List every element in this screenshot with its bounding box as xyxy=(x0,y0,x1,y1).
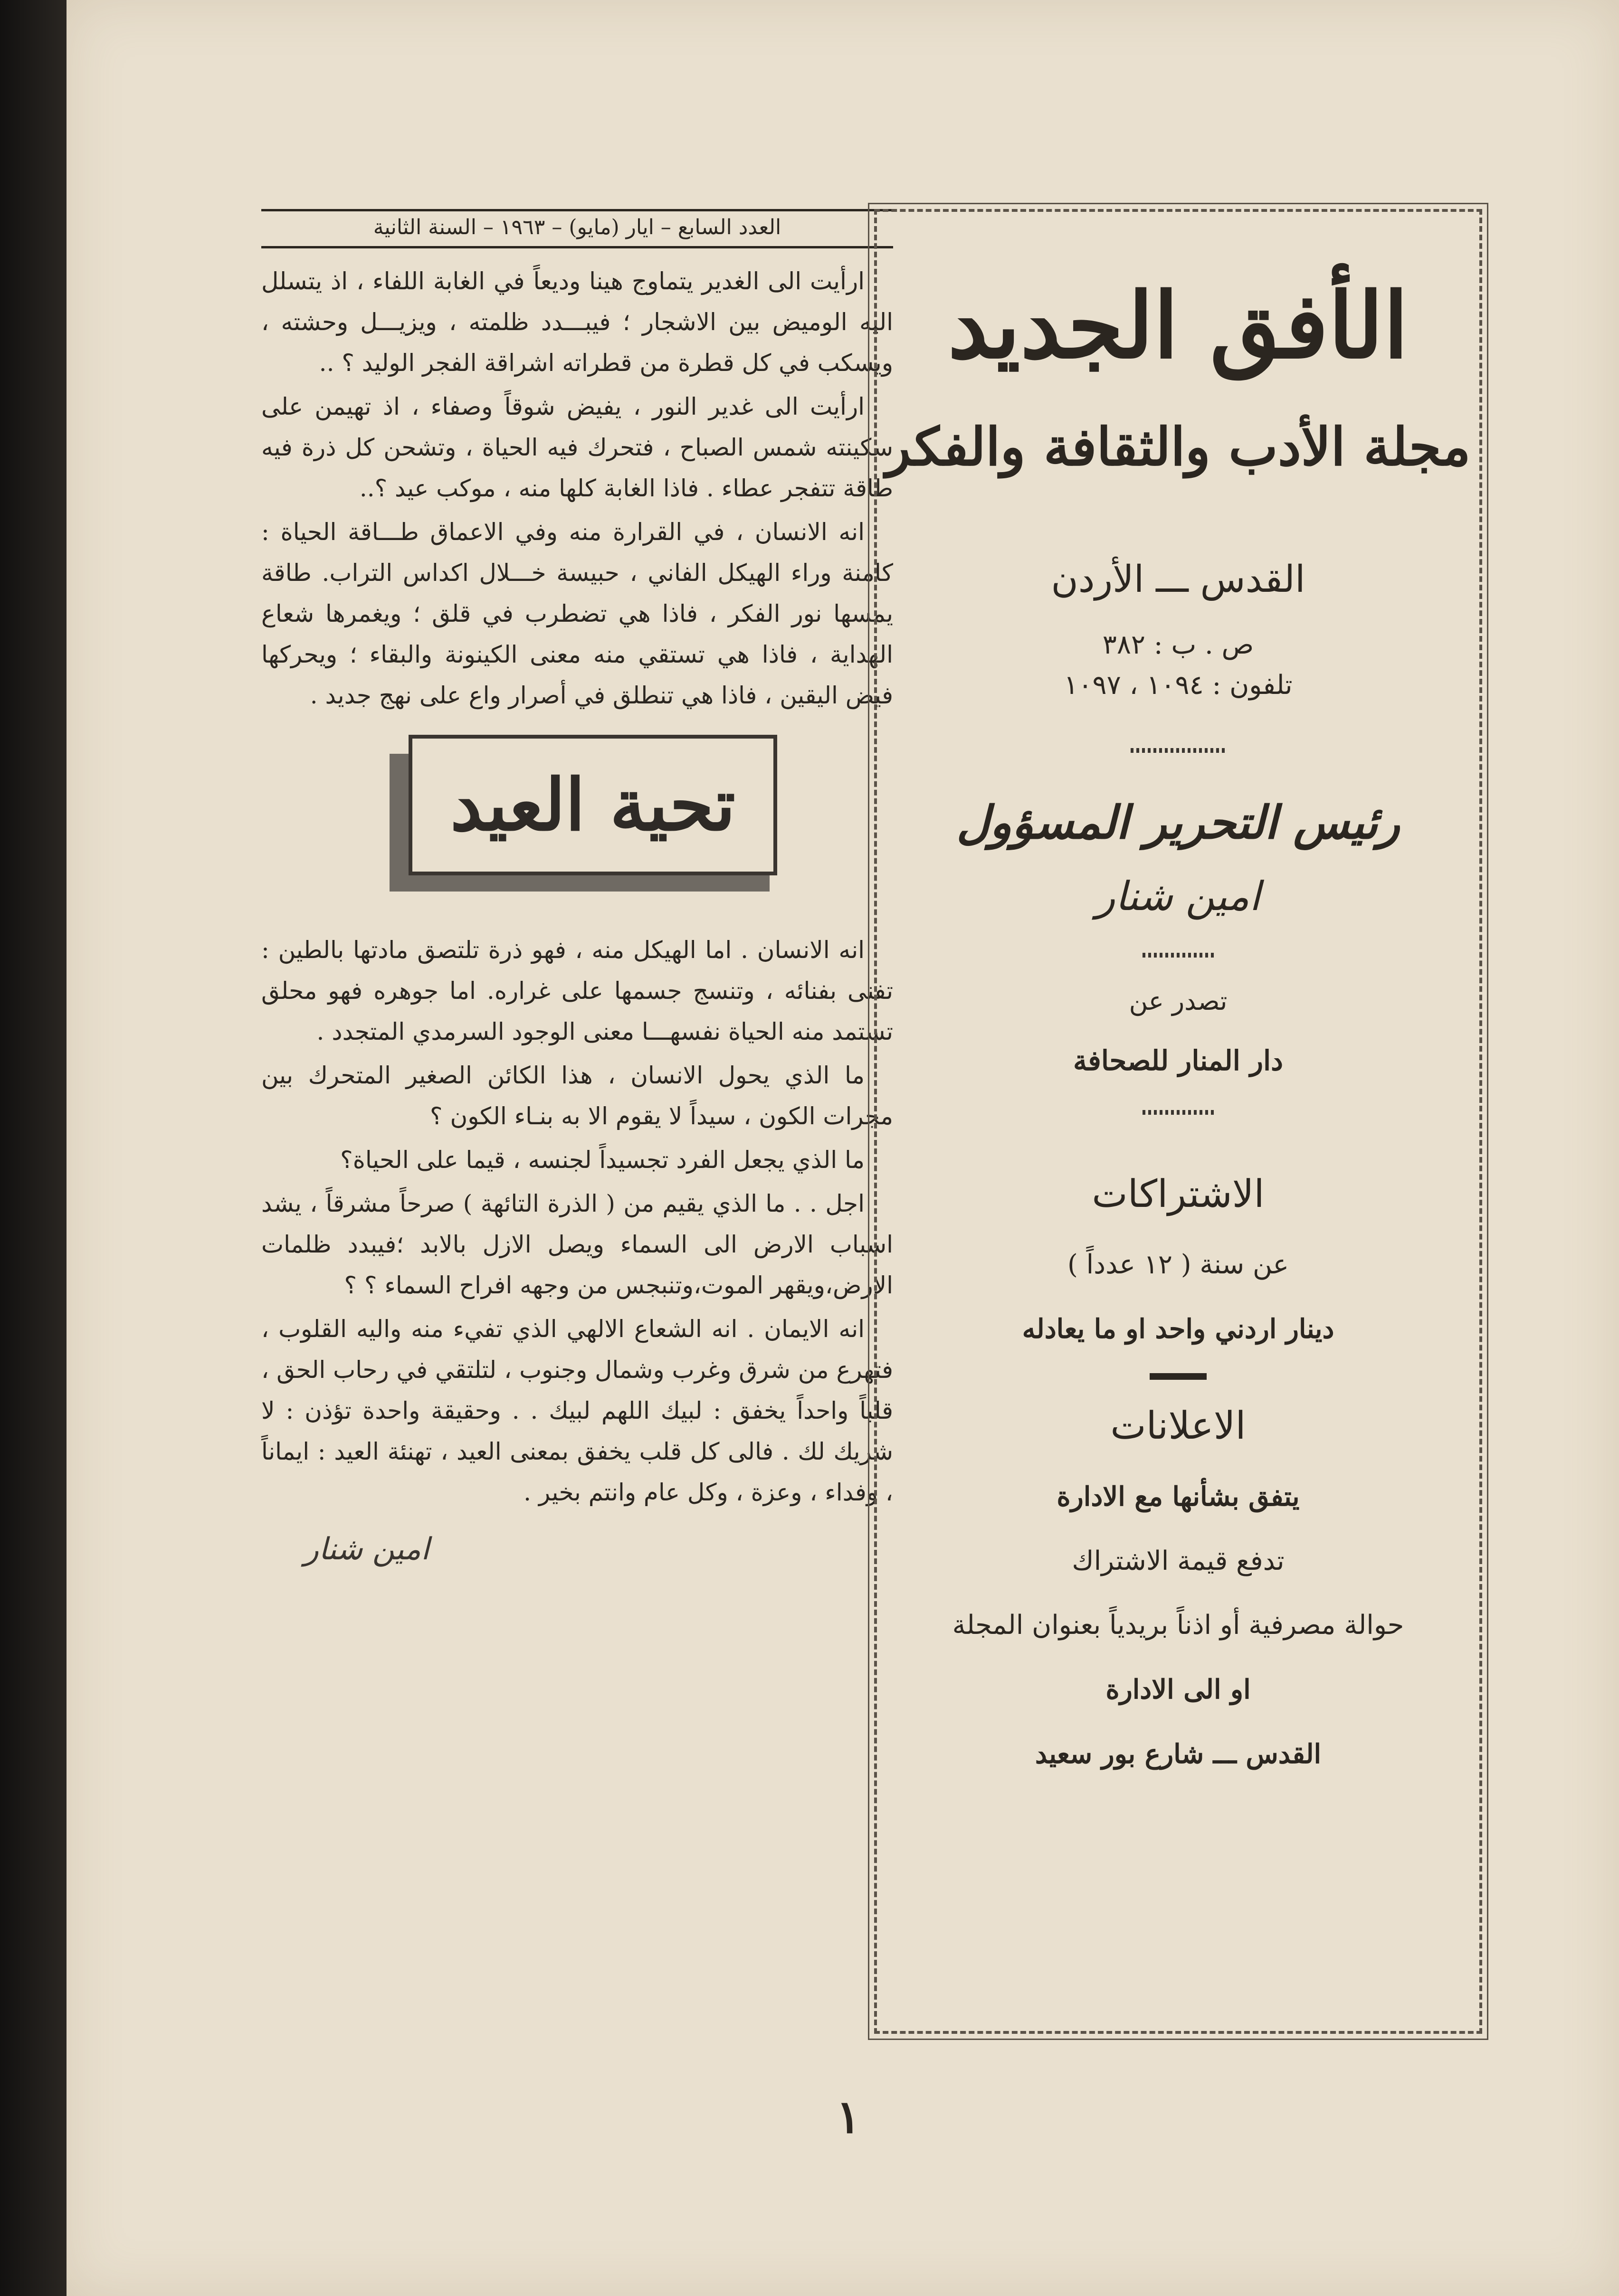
address: القدس ـــ شارع بور سعيد xyxy=(1035,1738,1322,1770)
payment-or: او الى الادارة xyxy=(1105,1674,1251,1705)
publisher-name: دار المنار للصحافة xyxy=(1073,1044,1283,1077)
magazine-subtitle: مجلة الأدب والثقافة والفكر xyxy=(886,416,1471,477)
article-paragraph: انه الانسان ، في القرارة منه وفي الاعماق طـــاقة الحياة : كامنة وراء الهيكل الفاني ، حبيسة خـــلال اكداس التراب. طاقة يمسها نور الفكر ، فاذا هي تضطرب في قلق ؛ ويغمرها شعاع الهداية ، فاذا هي تستقي منه معنى الكينونة والبقاء ؛ ويحركها فيض اليقين ، فاذا هي تنطلق في أصرار واع على نهج جديد . xyxy=(261,518,894,709)
ads-title: الاعلانات xyxy=(1110,1404,1246,1448)
page-edge xyxy=(0,0,67,2296)
article-paragraph: ارأيت الى الغدير يتماوج هينا وديعاً في الغابة اللفاء ، اذ يتسلل اليه الوميض بين الاشجار ؛ فيبـــدد ظلمته ، ويزيـــل وحشته ، ويسكب في كل قطرة من قطراته اشراقة الفجر الوليد ؟ .. xyxy=(261,267,893,377)
editorial-article xyxy=(261,209,893,1567)
article-paragraph: ما الذي يجعل الفرد تجسيداً لجنسه ، قيما على الحياة؟ xyxy=(340,1146,865,1174)
article-paragraph: انه الايمان . انه الشعاع الالهي الذي تفيء منه واليه القلوب ، فتهرع من شرق وغرب وشمال وجنوب ، لتلتقي في رحاب الحق ، قلباً واحداً يخفق : لبيك اللهم لبيك . . وحقيقة واحدة تؤذن : لا شريك لك . فالى كل قلب يخفق بمعنى العيد ، تهنئة العيد : ايماناً ، وفداء ، وعزة ، وكل عام وانتم بخير . xyxy=(261,1315,893,1506)
ornament-divider xyxy=(1143,953,1214,958)
article-paragraph: ما الذي يحول الانسان ، هذا الكائن الصغير المتحرك بين مجرات الكون ، سيداً لا يقوم الا به بنـاء الكون ؟ xyxy=(261,1062,893,1130)
editor-name: امين شنار xyxy=(1095,873,1261,920)
subscription-period: عن سنة ( ١٢ عدداً ) xyxy=(1067,1249,1289,1280)
issue-line: العدد السابع – ايار (مايو) – ١٩٦٣ – السنة الثانية xyxy=(261,209,893,248)
holiday-greeting-stamp xyxy=(261,725,893,915)
city-line: القدس ـــ الأردن xyxy=(1051,558,1305,601)
issued-by-label: تصدر عن xyxy=(1129,986,1228,1016)
payment-label: تدفع قيمة الاشتراك xyxy=(1072,1546,1285,1576)
subscription-price: دينار اردني واحد او ما يعادله xyxy=(1022,1313,1334,1345)
article-paragraph: انه الانسان . اما الهيكل منه ، فهو ذرة تلتصق مادتها بالطين : تفنى بفنائه ، وتنسج جسمها على غراره. اما جوهره فهو محلق تستمد منه الحياة نفسهـــا معنى الوجود السرمدي المتجدد . xyxy=(261,936,893,1045)
section-divider xyxy=(1150,1373,1207,1380)
po-box: ص . ب : ٣٨٢ xyxy=(1102,629,1254,660)
magazine-title: الأفق الجديد xyxy=(948,273,1409,379)
page-number: ١ xyxy=(836,2090,861,2144)
ads-note: يتفق بشأنها مع الادارة xyxy=(1057,1481,1300,1512)
payment-method: حوالة مصرفية أو اذناً بريدياً بعنوان المجلة xyxy=(952,1610,1404,1641)
stamp-text: تحية العيد xyxy=(409,735,777,875)
magazine-page xyxy=(67,0,1619,2296)
editor-label: رئيس التحرير المسؤول xyxy=(956,796,1400,849)
author-signature: امين شنار xyxy=(304,1532,429,1567)
masthead-box xyxy=(874,209,1482,2034)
ornament-divider xyxy=(1131,748,1226,753)
ornament-divider xyxy=(1143,1110,1214,1115)
article-paragraph: اجل . . ما الذي يقيم من ( الذرة التائهة ) صرحاً مشرقاً ، يشد اسباب الارض الى السماء ويصل الازل بالابد ؛فيبدد ظلمات الارض،ويقهر الموت،وتنبجس من وجهه افراح السماء ؟ ؟ xyxy=(261,1190,893,1299)
article-paragraph: ارأيت الى غدير النور ، يفيض شوقاً وصفاء ، اذ تهيمن على سكينته شمس الصباح ، فتحرك فيه الحياة ، وتشحن كل ذرة فيه طاقة تتفجر عطاء . فاذا الغابة كلها منه ، موكب عيد ؟.. xyxy=(261,393,893,502)
subscriptions-title: الاشتراكات xyxy=(1092,1172,1265,1216)
phone-numbers: تلفون : ١٠٩٤ ، ١٠٩٧ xyxy=(1064,670,1293,701)
